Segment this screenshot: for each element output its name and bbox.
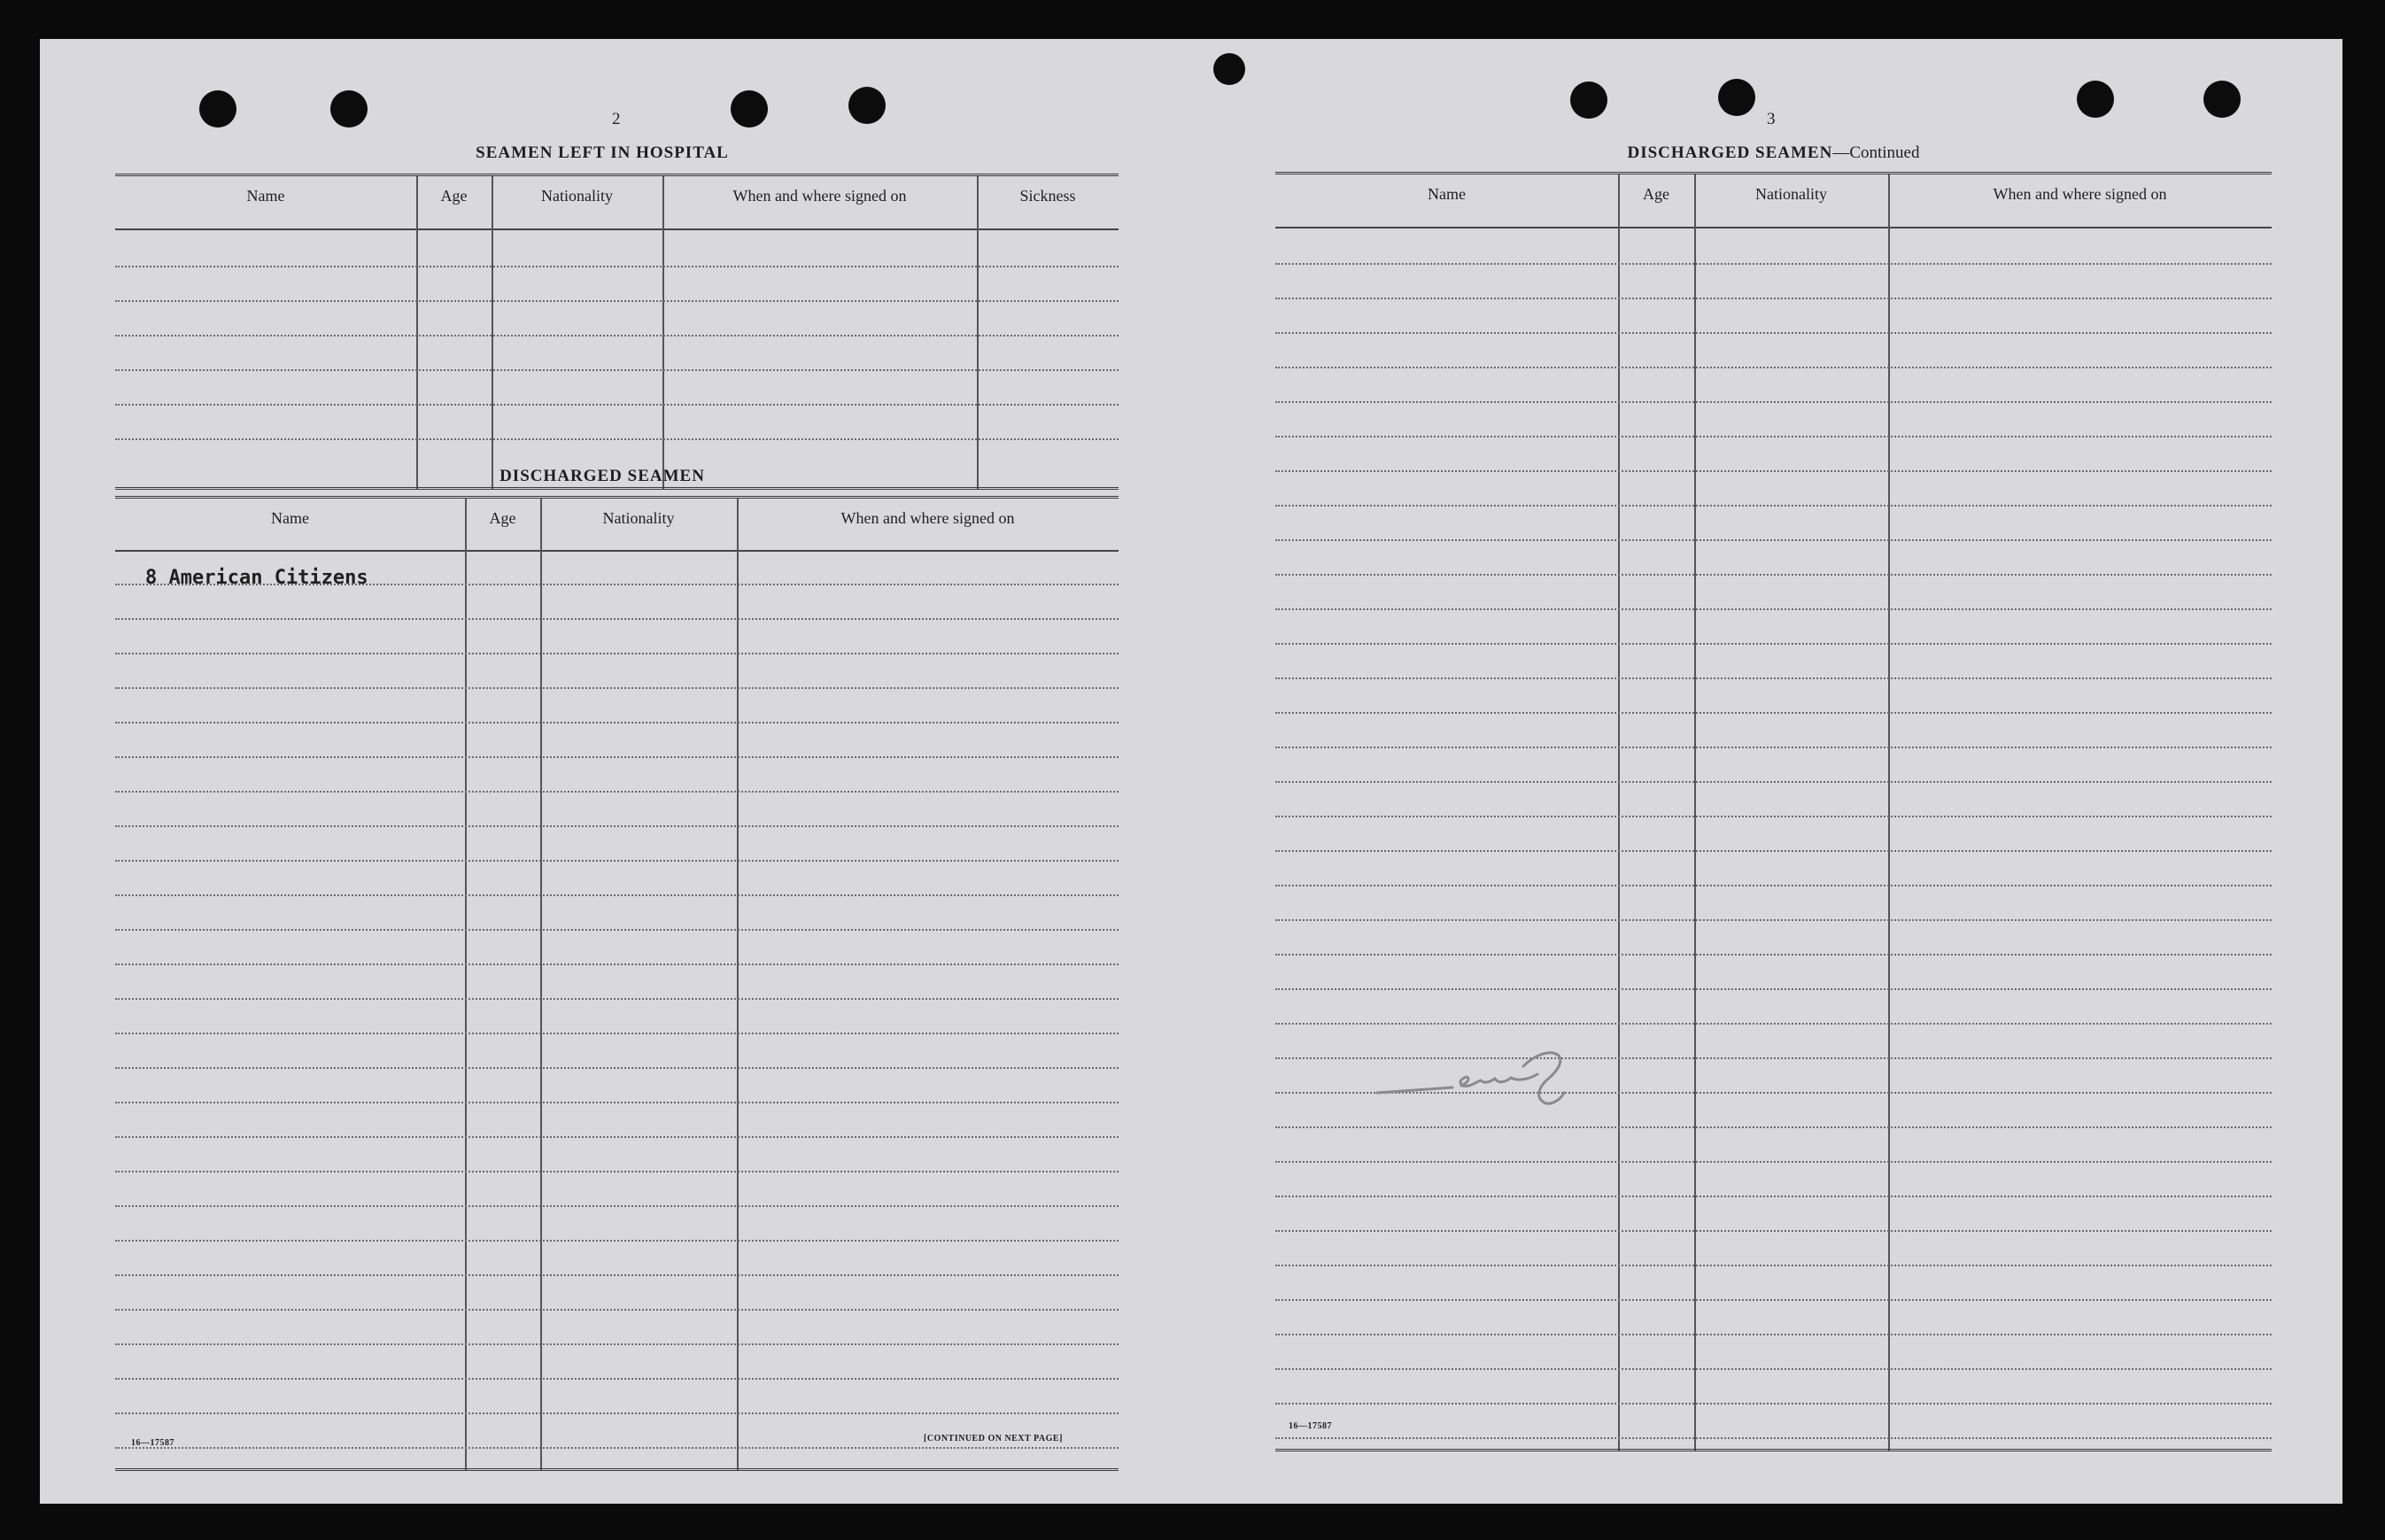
row-line	[1275, 263, 2272, 265]
punch-hole	[1718, 79, 1755, 116]
row-line	[115, 1102, 1119, 1103]
row-line	[1275, 1265, 2272, 1266]
row-line	[115, 1309, 1119, 1311]
row-line	[1275, 470, 2272, 472]
discharged-title-main: DISCHARGED SEAMEN	[1627, 143, 1833, 162]
row-line	[115, 1343, 1119, 1345]
discharged-title-left: DISCHARGED SEAMEN	[499, 467, 705, 485]
hospital-col-signed-on: When and where signed on	[732, 187, 907, 205]
row-line	[115, 825, 1119, 827]
hospital-col-nationality: Nationality	[541, 187, 613, 205]
row-line	[115, 653, 1119, 654]
punch-hole	[848, 87, 886, 124]
discharged-col-age: Age	[489, 509, 516, 527]
hospital-col-name: Name	[246, 187, 285, 205]
row-line	[115, 369, 1119, 371]
row-line	[115, 756, 1119, 758]
discharged-col-nationality: Nationality	[602, 509, 675, 527]
row-line	[1275, 816, 2272, 817]
discharged-col-nationality: Nationality	[1755, 185, 1827, 203]
row-line	[1275, 367, 2272, 368]
discharged-table-right	[1275, 172, 2272, 1451]
row-line	[115, 1205, 1119, 1207]
punch-hole	[1570, 81, 1607, 119]
discharged-col-signed-on: When and where signed on	[840, 509, 1015, 527]
row-line	[1275, 539, 2272, 541]
row-line	[115, 438, 1119, 440]
row-line	[1275, 1126, 2272, 1128]
discharged-col-age: Age	[1643, 185, 1669, 203]
form-number-right: 16—17587	[1289, 1421, 1332, 1431]
row-line	[1275, 781, 2272, 783]
hospital-col-sickness: Sickness	[1019, 187, 1076, 205]
continued-note: [CONTINUED ON NEXT PAGE]	[924, 1434, 1063, 1443]
discharged-table-left	[115, 496, 1119, 1471]
row-line	[1275, 574, 2272, 576]
row-line	[115, 266, 1119, 267]
row-line	[115, 860, 1119, 862]
column-divider	[465, 499, 467, 1471]
column-divider	[492, 176, 493, 490]
row-line	[1275, 1230, 2272, 1232]
row-line	[115, 618, 1119, 620]
row-line	[1275, 1437, 2272, 1439]
row-line	[1275, 332, 2272, 334]
row-line	[1275, 1334, 2272, 1335]
row-line	[115, 722, 1119, 724]
row-line	[1275, 712, 2272, 714]
row-line	[1275, 401, 2272, 403]
form-number-left: 16—17587	[131, 1438, 174, 1448]
row-line	[1275, 505, 2272, 507]
row-line	[115, 1274, 1119, 1276]
discharged-col-name: Name	[271, 509, 309, 527]
punch-hole	[731, 90, 768, 128]
row-line	[115, 1136, 1119, 1138]
discharged-title-suffix: —Continued	[1832, 143, 1920, 162]
row-line	[1275, 436, 2272, 437]
row-line	[1275, 677, 2272, 679]
row-line	[115, 894, 1119, 896]
row-line	[115, 791, 1119, 793]
discharged-col-signed-on: When and where signed on	[1993, 185, 2167, 203]
row-line	[1275, 643, 2272, 645]
row-line	[115, 963, 1119, 965]
row-line	[115, 1412, 1119, 1414]
row-line	[115, 929, 1119, 931]
hospital-table	[115, 174, 1119, 490]
column-divider	[662, 176, 664, 490]
page-number-right: 3	[1767, 110, 1776, 128]
row-line	[1275, 1403, 2272, 1405]
row-line	[115, 1447, 1119, 1449]
discharged-title-right	[1275, 143, 2272, 163]
row-line	[115, 687, 1119, 689]
row-line	[1275, 1299, 2272, 1301]
page-number-left: 2	[612, 110, 621, 128]
row-line	[1275, 954, 2272, 956]
punch-hole	[1213, 53, 1245, 85]
row-line	[115, 1171, 1119, 1172]
row-line	[115, 404, 1119, 406]
hospital-col-age: Age	[440, 187, 468, 205]
row-line	[1275, 1368, 2272, 1370]
row-line	[115, 1033, 1119, 1034]
punch-hole	[330, 90, 368, 128]
row-line	[115, 1067, 1119, 1069]
punch-hole	[2077, 81, 2114, 118]
row-line	[1275, 1161, 2272, 1163]
punch-hole	[199, 90, 236, 128]
row-line	[1275, 747, 2272, 748]
column-divider	[977, 176, 979, 490]
row-line	[1275, 885, 2272, 886]
row-line	[115, 300, 1119, 302]
table-bottom-rule	[115, 1468, 1119, 1471]
column-divider	[416, 176, 418, 490]
row-line	[1275, 298, 2272, 299]
punch-hole	[2203, 81, 2241, 118]
column-divider	[540, 499, 542, 1471]
row-line	[115, 1378, 1119, 1380]
table-bottom-rule	[115, 487, 1119, 490]
row-line	[1275, 1196, 2272, 1197]
typed-entry: 8 American Citizens	[145, 567, 368, 589]
table-bottom-rule	[1275, 1449, 2272, 1451]
document-sheet	[40, 39, 2342, 1504]
row-line	[115, 335, 1119, 337]
handwritten-signature	[1368, 1013, 1669, 1119]
row-line	[1275, 850, 2272, 852]
row-line	[1275, 608, 2272, 610]
row-line	[115, 1240, 1119, 1242]
discharged-col-name: Name	[1428, 185, 1466, 203]
row-line	[1275, 988, 2272, 990]
row-line	[1275, 919, 2272, 921]
column-divider	[737, 499, 739, 1471]
hospital-title: SEAMEN LEFT IN HOSPITAL	[476, 143, 729, 162]
row-line	[115, 998, 1119, 1000]
